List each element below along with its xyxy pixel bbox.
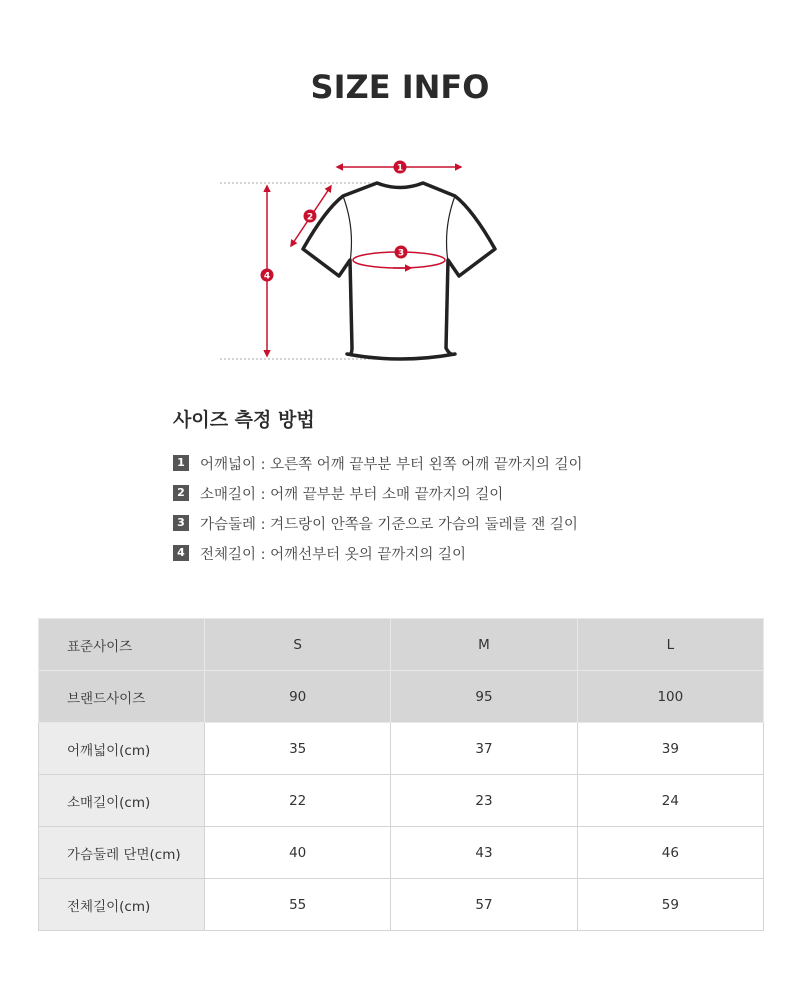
row-label: 브랜드사이즈 [39,671,205,723]
marker-2 [304,210,317,223]
table-cell: 59 [577,879,763,931]
svg-text:3: 3 [397,248,405,259]
table-cell: 37 [391,723,577,775]
step-text: 전체길이 : 어깨선부터 옷의 끝까지의 길이 [200,546,467,563]
row-label: 표준사이즈 [39,619,205,671]
marker-4 [261,269,274,282]
table-cell: 40 [205,827,391,879]
svg-text:4: 4 [263,271,271,282]
row-label: 어깨넓이(cm) [39,723,205,775]
measurement-steps [173,448,583,568]
table-row-length [39,879,764,931]
size-table [38,618,764,931]
step-text: 어깨넓이 : 오른쪽 어깨 끝부분 부터 왼쪽 어깨 끝까지의 길이 [200,456,583,473]
page-title: SIZE INFO [310,68,490,106]
table-cell: 57 [391,879,577,931]
table-cell: 46 [577,827,763,879]
table-cell: 23 [391,775,577,827]
table-row-brand-size [39,671,764,723]
table-row-shoulder [39,723,764,775]
table-cell: 95 [391,671,577,723]
table-row-chest [39,827,764,879]
svg-text:2: 2 [306,212,314,223]
table-cell: S [205,619,391,671]
table-cell: 22 [205,775,391,827]
step-item-shoulder [173,448,583,478]
table-cell: 39 [577,723,763,775]
row-label: 가슴둘레 단면(cm) [39,827,205,879]
table-cell: 24 [577,775,763,827]
step-number-badge: 3 [173,515,189,531]
table-cell: 35 [205,723,391,775]
row-label: 전체길이(cm) [39,879,205,931]
method-title: 사이즈 측정 방법 [173,409,315,431]
table-cell: L [577,619,763,671]
marker-3 [395,246,408,259]
table-row-standard-size [39,619,764,671]
table-cell: M [391,619,577,671]
step-item-length [173,538,583,568]
table-cell: 55 [205,879,391,931]
step-number-badge: 4 [173,545,189,561]
tshirt-outline-icon [303,183,495,359]
table-cell: 100 [577,671,763,723]
step-item-chest [173,508,583,538]
table-row-sleeve [39,775,764,827]
table-cell: 90 [205,671,391,723]
step-item-sleeve [173,478,583,508]
step-number-badge: 2 [173,485,189,501]
tshirt-measurement-diagram [215,150,515,370]
row-label: 소매길이(cm) [39,775,205,827]
step-text: 가슴둘레 : 겨드랑이 안쪽을 기준으로 가슴의 둘레를 잰 길이 [200,516,578,533]
step-text: 소매길이 : 어깨 끝부분 부터 소매 끝까지의 길이 [200,486,504,503]
marker-1 [394,161,407,174]
table-cell: 43 [391,827,577,879]
svg-text:1: 1 [396,163,404,174]
step-number-badge: 1 [173,455,189,471]
